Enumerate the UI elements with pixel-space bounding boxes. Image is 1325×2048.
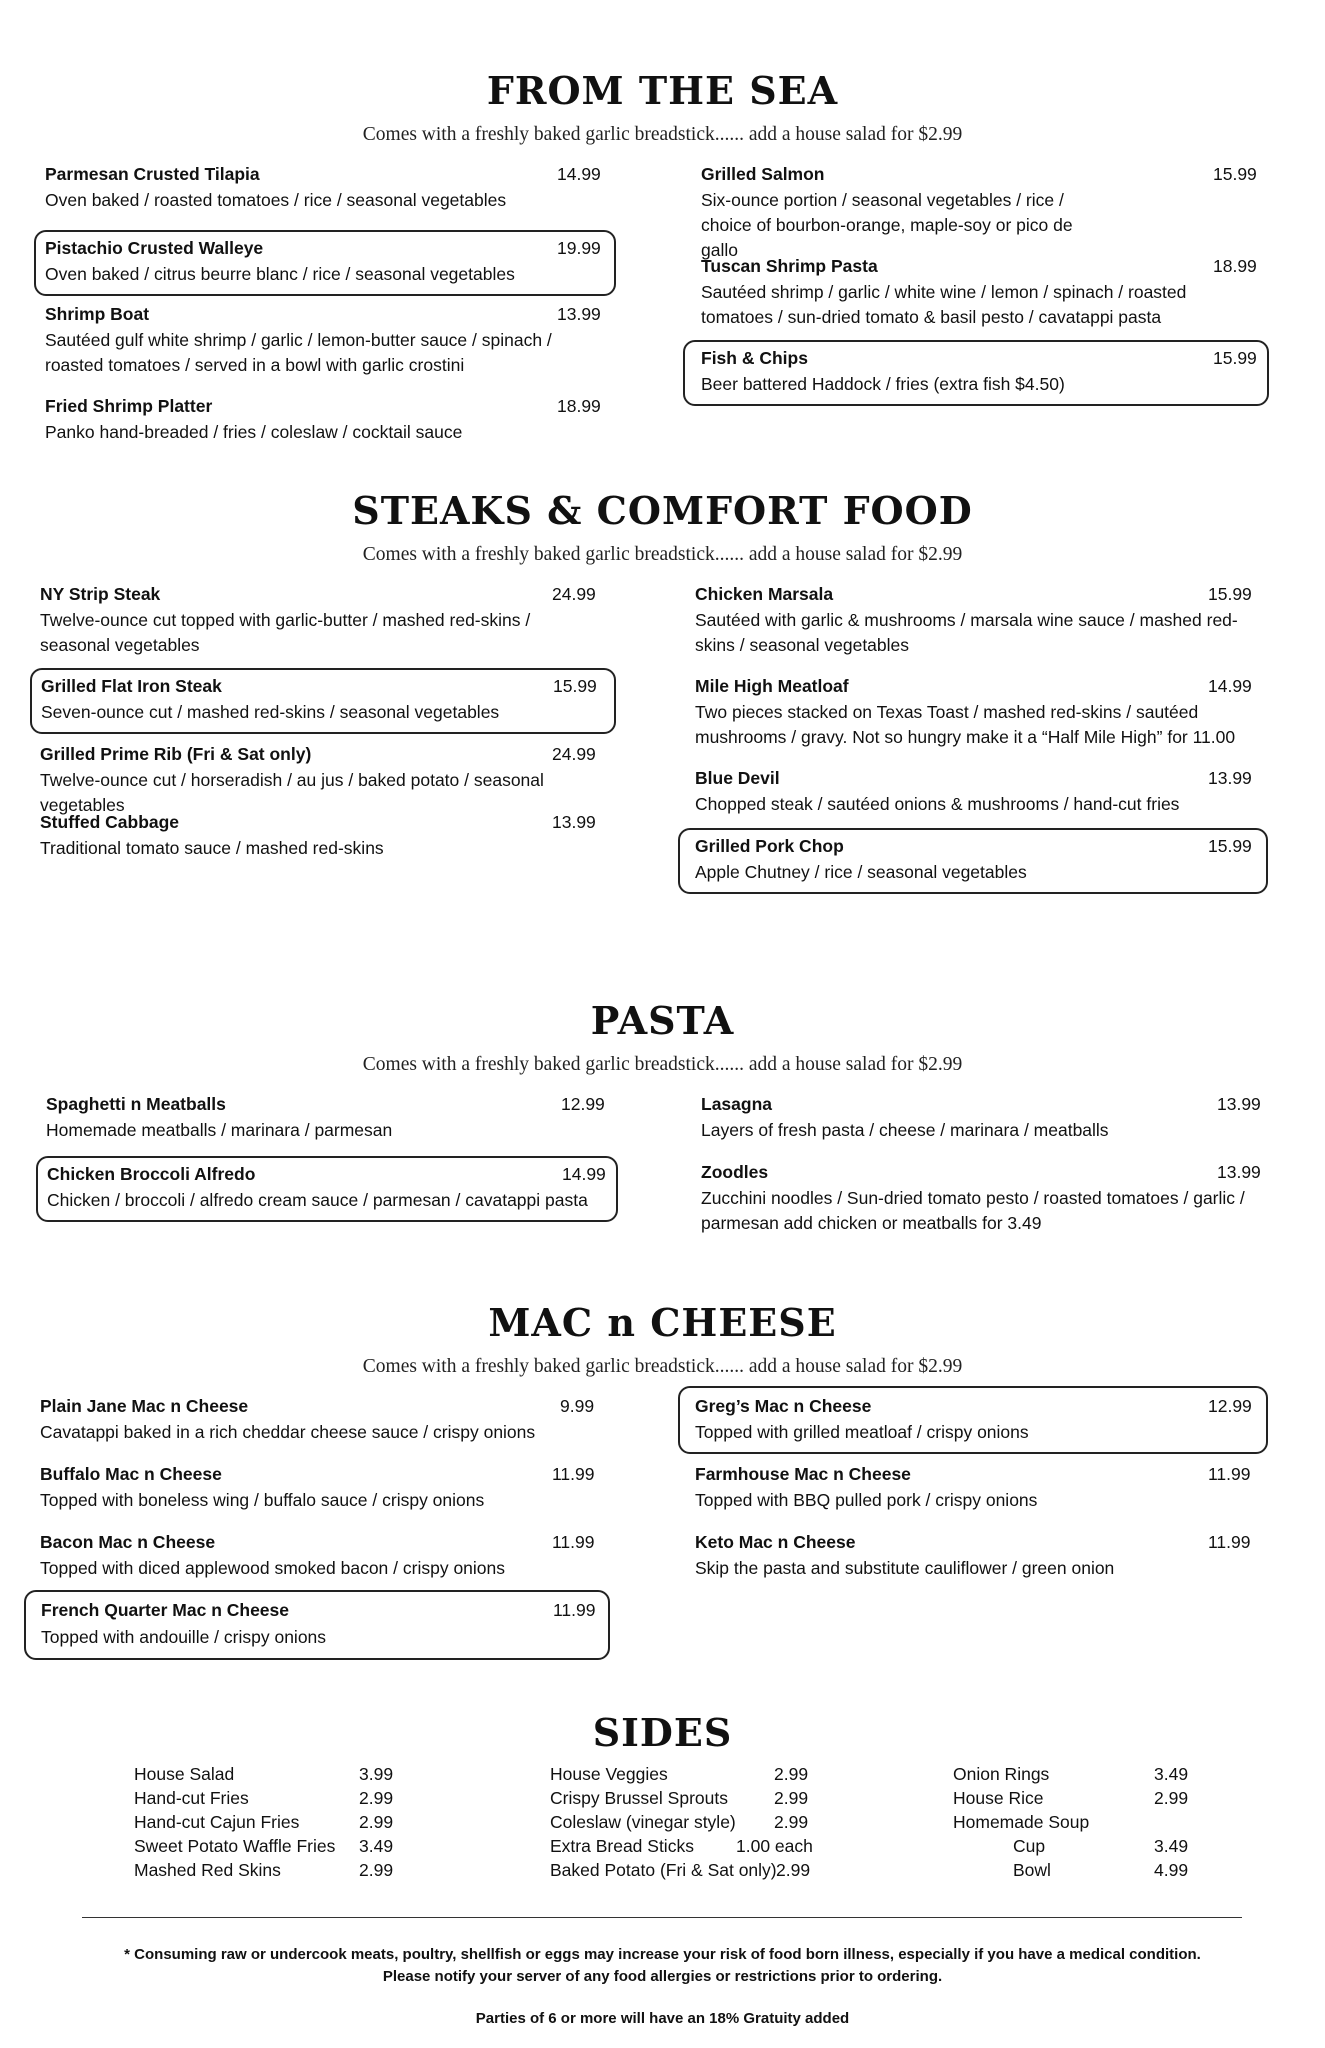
item-desc: Zucchini noodles / Sun-dried tomato pesto / roasted tomatoes / garlic / parmesan add chicken or meatballs for 3.49 bbox=[701, 1188, 1245, 1233]
item-name: Pistachio Crusted Walleye bbox=[45, 238, 264, 258]
side-row bbox=[953, 1762, 1203, 1786]
side-name: Sweet Potato Waffle Fries bbox=[134, 1836, 336, 1856]
side-price: 2.99 bbox=[359, 1788, 394, 1808]
menu-item bbox=[30, 808, 620, 868]
item-desc: Apple Chutney / rice / seasonal vegetables bbox=[695, 862, 1027, 882]
side-row bbox=[134, 1810, 434, 1834]
side-name: Onion Rings bbox=[953, 1764, 1050, 1784]
item-desc: Two pieces stacked on Texas Toast / mashed red-skins / sautéed mushrooms / gravy. Not so hungry make it a “Half Mile High” for 11.00 bbox=[695, 702, 1236, 747]
item-desc: Sautéed gulf white shrimp / garlic / lemon-butter sauce / spinach / roasted tomatoes / served in a bowl with garlic crostini bbox=[45, 330, 552, 375]
item-desc: Homemade meatballs / marinara / parmesan bbox=[46, 1120, 393, 1140]
menu-item bbox=[690, 1158, 1290, 1238]
side-price: 2.99 bbox=[776, 1860, 811, 1880]
side-row bbox=[134, 1762, 434, 1786]
side-name: House Rice bbox=[953, 1788, 1044, 1808]
menu-item bbox=[36, 1090, 626, 1150]
item-name: Plain Jane Mac n Cheese bbox=[40, 1396, 249, 1416]
item-desc: Layers of fresh pasta / cheese / marinara / meatballs bbox=[701, 1120, 1109, 1140]
item-name: Blue Devil bbox=[695, 768, 780, 788]
section-title-steaks: STEAKS & COMFORT FOOD bbox=[352, 488, 973, 533]
item-price: 11.99 bbox=[1208, 1464, 1251, 1484]
section-subtitle-steaks: Comes with a freshly baked garlic breadstick...... add a house salad for $2.99 bbox=[362, 544, 963, 565]
side-name: Coleslaw (vinegar style) bbox=[550, 1812, 736, 1832]
item-name: Bacon Mac n Cheese bbox=[40, 1532, 216, 1552]
side-name: Baked Potato (Fri & Sat only) bbox=[550, 1860, 777, 1880]
menu-item-featured bbox=[34, 230, 616, 296]
item-name: Grilled Salmon bbox=[701, 164, 825, 184]
item-price: 24.99 bbox=[552, 744, 596, 764]
side-price: 2.99 bbox=[359, 1860, 394, 1880]
footer-divider bbox=[82, 1917, 1242, 1918]
item-price: 9.99 bbox=[560, 1396, 595, 1416]
item-price: 13.99 bbox=[552, 812, 596, 832]
item-desc: Skip the pasta and substitute cauliflower / green onion bbox=[695, 1558, 1115, 1578]
item-price: 15.99 bbox=[1213, 164, 1257, 184]
side-price: 2.99 bbox=[774, 1764, 809, 1784]
item-name: Grilled Flat Iron Steak bbox=[41, 676, 222, 696]
item-price: 13.99 bbox=[1208, 768, 1252, 788]
item-price: 14.99 bbox=[1208, 676, 1252, 696]
sides-column-1 bbox=[134, 1762, 434, 1882]
item-desc: Topped with diced applewood smoked bacon / crispy onions bbox=[40, 1558, 506, 1578]
section-title-sides: SIDES bbox=[592, 1710, 733, 1755]
item-price: 12.99 bbox=[1208, 1396, 1252, 1416]
menu-item bbox=[685, 1460, 1275, 1520]
menu-item bbox=[30, 1460, 620, 1520]
menu-item bbox=[34, 390, 614, 450]
side-price: 3.49 bbox=[1154, 1836, 1189, 1856]
section-title-pasta: PASTA bbox=[590, 998, 735, 1043]
item-price: 15.99 bbox=[1213, 348, 1257, 368]
side-name: Extra Bread Sticks bbox=[550, 1836, 694, 1856]
item-price: 15.99 bbox=[1208, 584, 1252, 604]
side-name: House Salad bbox=[134, 1764, 235, 1784]
menu-item bbox=[30, 1528, 620, 1588]
side-row bbox=[953, 1858, 1203, 1882]
item-desc: Twelve-ounce cut / horseradish / au jus / baked potato / seasonal vegetables bbox=[40, 770, 544, 815]
menu-item bbox=[690, 1090, 1280, 1150]
item-price: 13.99 bbox=[557, 304, 601, 324]
side-row bbox=[953, 1786, 1203, 1810]
side-name: Homemade Soup bbox=[953, 1812, 1090, 1832]
item-name: Keto Mac n Cheese bbox=[695, 1532, 856, 1552]
item-price: 12.99 bbox=[561, 1094, 605, 1114]
item-desc: Chicken / broccoli / alfredo cream sauce / parmesan / cavatappi pasta bbox=[47, 1190, 588, 1210]
item-price: 11.99 bbox=[1208, 1532, 1251, 1552]
item-price: 18.99 bbox=[557, 396, 601, 416]
item-desc: Oven baked / citrus beurre blanc / rice / seasonal vegetables bbox=[45, 264, 515, 284]
menu-item bbox=[30, 740, 620, 815]
side-price: 4.99 bbox=[1154, 1860, 1189, 1880]
section-title-sea: FROM THE SEA bbox=[486, 68, 839, 113]
item-name: Chicken Broccoli Alfredo bbox=[47, 1164, 256, 1184]
item-name: Lasagna bbox=[701, 1094, 772, 1114]
side-row bbox=[550, 1786, 850, 1810]
side-price: 1.00 each bbox=[736, 1836, 813, 1856]
item-name: Fish & Chips bbox=[701, 348, 808, 368]
item-name: Zoodles bbox=[701, 1162, 769, 1182]
menu-item bbox=[685, 1528, 1275, 1588]
item-desc: Six-ounce portion / seasonal vegetables / rice / choice of bourbon-orange, maple-soy or pico de gallo bbox=[701, 190, 1073, 260]
sides-column-3 bbox=[953, 1762, 1203, 1882]
menu-item-featured bbox=[683, 340, 1269, 406]
item-desc: Twelve-ounce cut topped with garlic-butter / mashed red-skins / seasonal vegetables bbox=[40, 610, 531, 655]
allergy-notice: Please notify your server of any food allergies or restrictions prior to ordering. bbox=[382, 1968, 943, 1985]
item-desc: Sautéed shrimp / garlic / white wine / lemon / spinach / roasted tomatoes / sun-dried tomato & basil pesto / cavatappi pasta bbox=[701, 282, 1187, 327]
side-row bbox=[134, 1834, 434, 1858]
side-name: Mashed Red Skins bbox=[134, 1860, 281, 1880]
side-row bbox=[134, 1858, 434, 1882]
item-name: Grilled Prime Rib (Fri & Sat only) bbox=[40, 744, 312, 764]
item-price: 18.99 bbox=[1213, 256, 1257, 276]
sides-column-2 bbox=[550, 1762, 850, 1882]
item-name: Buffalo Mac n Cheese bbox=[40, 1464, 222, 1484]
section-title-mac: MAC n CHEESE bbox=[488, 1300, 837, 1345]
section-subtitle-sea: Comes with a freshly baked garlic breadstick...... add a house salad for $2.99 bbox=[362, 124, 963, 145]
menu-item-featured bbox=[678, 828, 1268, 894]
item-desc: Topped with BBQ pulled pork / crispy onions bbox=[695, 1490, 1038, 1510]
side-name: Hand-cut Cajun Fries bbox=[134, 1812, 300, 1832]
side-price: 2.99 bbox=[359, 1812, 394, 1832]
section-subtitle-mac: Comes with a freshly baked garlic breadstick...... add a house salad for $2.99 bbox=[362, 1356, 963, 1377]
side-name: Crispy Brussel Sprouts bbox=[550, 1788, 728, 1808]
item-name: Greg’s Mac n Cheese bbox=[695, 1396, 872, 1416]
item-price: 14.99 bbox=[562, 1164, 606, 1184]
item-desc: Topped with grilled meatloaf / crispy onions bbox=[695, 1422, 1029, 1442]
menu-item-featured bbox=[30, 668, 616, 734]
item-price: 11.99 bbox=[552, 1464, 595, 1484]
item-desc: Chopped steak / sautéed onions & mushrooms / hand-cut fries bbox=[695, 794, 1180, 814]
item-name: NY Strip Steak bbox=[40, 584, 161, 604]
side-row bbox=[953, 1834, 1203, 1858]
side-price: 3.49 bbox=[1154, 1764, 1189, 1784]
gratuity-notice: Parties of 6 or more will have an 18% Gratuity added bbox=[475, 2010, 850, 2027]
item-price: 13.99 bbox=[1217, 1162, 1261, 1182]
menu-item bbox=[685, 764, 1275, 824]
item-price: 13.99 bbox=[1217, 1094, 1261, 1114]
menu-item bbox=[30, 1392, 620, 1452]
menu-item-featured bbox=[678, 1386, 1268, 1454]
side-price: 2.99 bbox=[774, 1812, 809, 1832]
side-row bbox=[550, 1834, 850, 1858]
item-desc: Traditional tomato sauce / mashed red-skins bbox=[40, 838, 384, 858]
item-name: French Quarter Mac n Cheese bbox=[41, 1600, 289, 1620]
item-desc: Sautéed with garlic & mushrooms / marsala wine sauce / mashed red-skins / seasonal vegetables bbox=[695, 610, 1238, 655]
item-name: Mile High Meatloaf bbox=[695, 676, 849, 696]
item-name: Tuscan Shrimp Pasta bbox=[701, 256, 878, 276]
side-name: Hand-cut Fries bbox=[134, 1788, 249, 1808]
side-price: 3.99 bbox=[359, 1764, 394, 1784]
item-name: Chicken Marsala bbox=[695, 584, 834, 604]
menu-item bbox=[34, 298, 614, 378]
item-price: 24.99 bbox=[552, 584, 596, 604]
item-name: Grilled Pork Chop bbox=[695, 836, 844, 856]
side-name: Bowl bbox=[1013, 1860, 1051, 1880]
menu-item bbox=[685, 672, 1275, 752]
menu-item bbox=[690, 252, 1270, 332]
menu-item bbox=[30, 580, 620, 660]
side-price: 2.99 bbox=[774, 1788, 809, 1808]
item-price: 11.99 bbox=[553, 1600, 596, 1620]
section-subtitle-pasta: Comes with a freshly baked garlic breadstick...... add a house salad for $2.99 bbox=[362, 1054, 963, 1075]
menu-item bbox=[690, 160, 1270, 260]
menu-item-featured bbox=[24, 1590, 610, 1660]
item-name: Fried Shrimp Platter bbox=[45, 396, 213, 416]
side-row bbox=[550, 1762, 850, 1786]
side-price: 2.99 bbox=[1154, 1788, 1189, 1808]
item-desc: Seven-ounce cut / mashed red-skins / seasonal vegetables bbox=[41, 702, 500, 722]
item-desc: Topped with andouille / crispy onions bbox=[41, 1627, 327, 1647]
side-name: Cup bbox=[1013, 1836, 1046, 1856]
item-price: 14.99 bbox=[557, 164, 601, 184]
item-desc: Topped with boneless wing / buffalo sauce / crispy onions bbox=[40, 1490, 485, 1510]
item-price: 15.99 bbox=[1208, 836, 1252, 856]
item-desc: Panko hand-breaded / fries / coleslaw / cocktail sauce bbox=[45, 422, 463, 442]
item-price: 15.99 bbox=[553, 676, 597, 696]
item-desc: Cavatappi baked in a rich cheddar cheese sauce / crispy onions bbox=[40, 1422, 536, 1442]
side-row bbox=[550, 1858, 850, 1882]
menu-item-featured bbox=[36, 1156, 618, 1222]
side-price: 3.49 bbox=[359, 1836, 394, 1856]
item-name: Spaghetti n Meatballs bbox=[46, 1094, 226, 1114]
item-name: Stuffed Cabbage bbox=[40, 812, 180, 832]
item-price: 11.99 bbox=[552, 1532, 595, 1552]
side-row bbox=[550, 1810, 850, 1834]
food-safety-warning: * Consuming raw or undercook meats, poultry, shellfish or eggs may increase your risk of food born illness, especially if you have a medical condition. bbox=[124, 1946, 1201, 1963]
menu-item bbox=[685, 580, 1275, 660]
item-desc: Oven baked / roasted tomatoes / rice / seasonal vegetables bbox=[45, 190, 507, 210]
side-name: House Veggies bbox=[550, 1764, 668, 1784]
item-name: Shrimp Boat bbox=[45, 304, 150, 324]
item-name: Farmhouse Mac n Cheese bbox=[695, 1464, 911, 1484]
side-row bbox=[953, 1810, 1203, 1834]
item-name: Parmesan Crusted Tilapia bbox=[45, 164, 260, 184]
item-desc: Beer battered Haddock / fries (extra fish $4.50) bbox=[701, 374, 1065, 394]
item-price: 19.99 bbox=[557, 238, 601, 258]
menu-item bbox=[34, 160, 614, 230]
side-row bbox=[134, 1786, 434, 1810]
